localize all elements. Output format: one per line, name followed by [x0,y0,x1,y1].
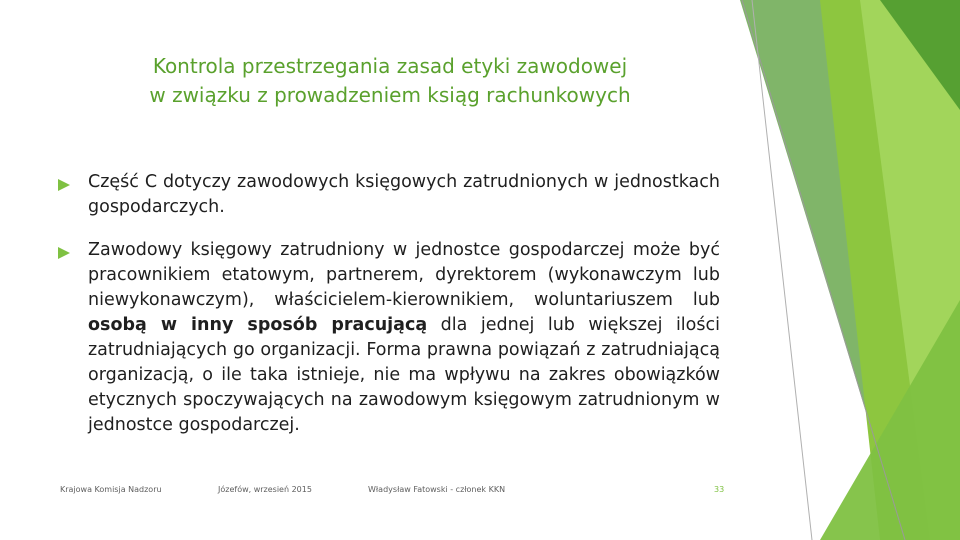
title-line-2: w związku z prowadzeniem ksiąg rachunkowych [149,83,631,107]
title-line-1: Kontrola przestrzegania zasad etyki zawodowej [152,54,628,78]
bullet-text-2-after: dla jednej lub większej ilości zatrudniających go organizacji. Forma prawna powiązań z zatrudniającą organizacją, o ile taka istnieje, nie ma wpływu na zakres obowiązków etycznych spoczywających na zawodowym księgowym zatrudnionym w jednostce gospodarczej. [88,315,720,435]
bullet-text-2-before: Zawodowy księgowy zatrudniony w jednostce gospodarczej może być pracownikiem etatowym, partnerem, dyrektorem (wykonawczym lub niewykonawczym), właścicielem-kierownikiem, woluntariuszem lub [88,240,720,310]
bullet-item-1 [56,170,720,220]
slide-title [100,52,680,110]
triangle-bullet-icon [58,179,70,191]
bullet-text-2 [88,238,720,438]
footer-page-number: 33 [714,485,725,494]
bullet-item-2 [56,238,720,438]
bullet-list [56,170,720,456]
triangle-bullet-icon [58,247,70,259]
footer-date: Józefów, wrzesień 2015 [218,485,312,494]
bullet-text-1: Część C dotyczy zawodowych księgowych zatrudnionych w jednostkach gospodarczych. [88,172,720,217]
footer-organization: Krajowa Komisja Nadzoru [60,485,162,494]
bullet-text-2-bold: osobą w inny sposób pracującą [88,315,428,335]
footer-author: Władysław Fatowski - członek KKN [368,485,506,494]
